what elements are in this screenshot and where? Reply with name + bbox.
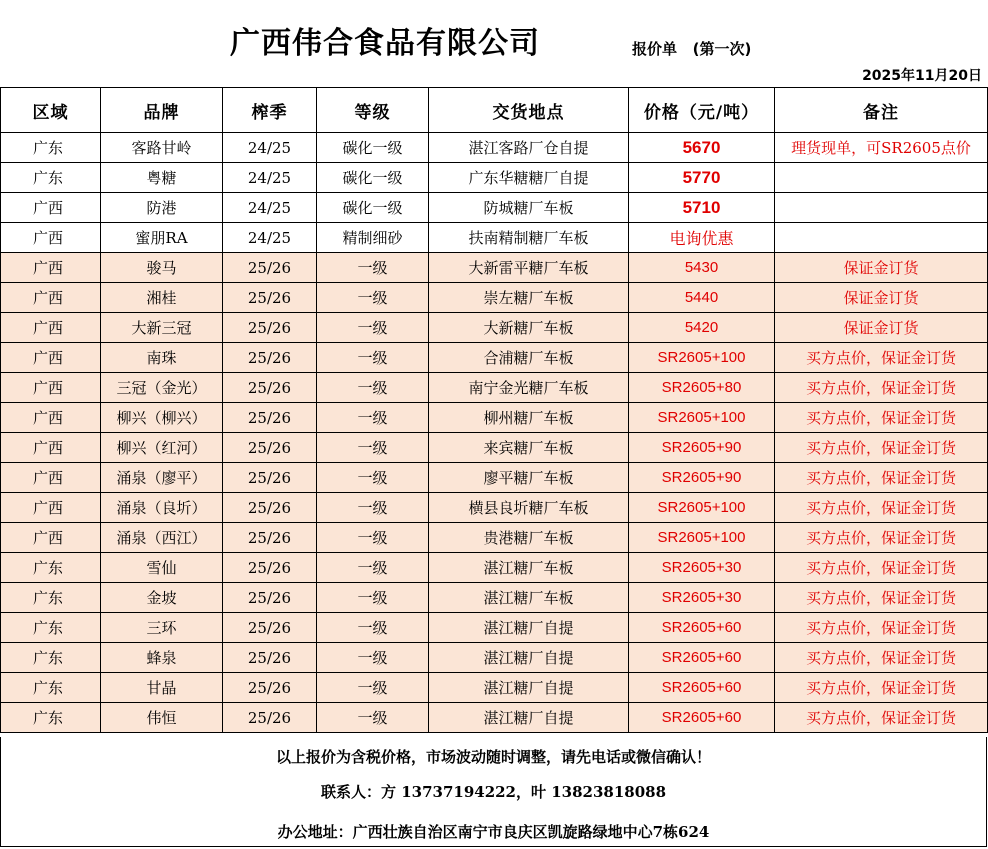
cell-price: 5440: [629, 283, 775, 313]
cell-brand: 涌泉（良圻）: [101, 493, 223, 523]
cell-region: 广东: [1, 553, 101, 583]
cell-brand: 涌泉（廖平）: [101, 463, 223, 493]
cell-brand: 伟恒: [101, 703, 223, 733]
cell-note: 买方点价，保证金订货: [775, 583, 988, 613]
cell-location: 湛江糖厂自提: [429, 643, 629, 673]
cell-brand: 湘桂: [101, 283, 223, 313]
cell-grade: 一级: [317, 523, 429, 553]
cell-location: 湛江糖厂自提: [429, 703, 629, 733]
cell-region: 广西: [1, 493, 101, 523]
cell-season: 24/25: [223, 193, 317, 223]
cell-brand: 涌泉（西江）: [101, 523, 223, 553]
cell-season: 25/26: [223, 433, 317, 463]
table-row: [1, 193, 988, 223]
cell-note: 买方点价，保证金订货: [775, 433, 988, 463]
cell-price: SR2605+100: [629, 493, 775, 523]
cell-brand: 大新三冠: [101, 313, 223, 343]
cell-price: 5420: [629, 313, 775, 343]
column-header-grade: 等级: [317, 88, 429, 133]
cell-price: SR2605+100: [629, 403, 775, 433]
cell-region: 广西: [1, 343, 101, 373]
table-row: [1, 433, 988, 463]
table-row: [1, 163, 988, 193]
cell-brand: 客路甘岭: [101, 133, 223, 163]
cell-grade: 一级: [317, 613, 429, 643]
cell-season: 24/25: [223, 163, 317, 193]
cell-season: 25/26: [223, 613, 317, 643]
cell-note: 保证金订货: [775, 313, 988, 343]
cell-region: 广东: [1, 643, 101, 673]
cell-season: 25/26: [223, 583, 317, 613]
cell-note: [775, 223, 988, 253]
cell-season: 25/26: [223, 523, 317, 553]
cell-grade: 一级: [317, 253, 429, 283]
cell-brand: 粤糖: [101, 163, 223, 193]
cell-note: 理货现单，可SR2605点价: [775, 133, 988, 163]
cell-price: 5670: [629, 133, 775, 163]
office-address: 办公地址：广西壮族自治区南宁市良庆区凯旋路绿地中心7栋624: [277, 823, 710, 841]
cell-region: 广西: [1, 463, 101, 493]
cell-note: 买方点价，保证金订货: [775, 373, 988, 403]
cell-note: 保证金订货: [775, 253, 988, 283]
table-row: [1, 553, 988, 583]
cell-note: [775, 163, 988, 193]
cell-region: 广东: [1, 613, 101, 643]
table-row: [1, 133, 988, 163]
cell-season: 25/26: [223, 673, 317, 703]
cell-season: 25/26: [223, 253, 317, 283]
cell-price: SR2605+30: [629, 553, 775, 583]
cell-region: 广西: [1, 433, 101, 463]
cell-region: 广西: [1, 373, 101, 403]
cell-season: 25/26: [223, 553, 317, 583]
column-header-season: 榨季: [223, 88, 317, 133]
table-row: [1, 283, 988, 313]
cell-season: 24/25: [223, 223, 317, 253]
cell-region: 广西: [1, 283, 101, 313]
footer-box: [0, 737, 987, 847]
price-table: [0, 87, 988, 733]
quote-date: 2025年11月20日: [862, 68, 982, 84]
cell-brand: 柳兴（柳兴）: [101, 403, 223, 433]
cell-grade: 一级: [317, 553, 429, 583]
table-row: [1, 493, 988, 523]
cell-region: 广西: [1, 253, 101, 283]
cell-location: 大新雷平糖厂车板: [429, 253, 629, 283]
cell-note: 买方点价，保证金订货: [775, 703, 988, 733]
cell-brand: 雪仙: [101, 553, 223, 583]
cell-location: 合浦糖厂车板: [429, 343, 629, 373]
cell-location: 扶南精制糖厂车板: [429, 223, 629, 253]
column-header-location: 交货地点: [429, 88, 629, 133]
table-row: [1, 253, 988, 283]
company-title: 广西伟合食品有限公司: [230, 26, 540, 61]
cell-price: SR2605+30: [629, 583, 775, 613]
cell-region: 广西: [1, 523, 101, 553]
cell-season: 25/26: [223, 373, 317, 403]
cell-brand: 甘晶: [101, 673, 223, 703]
cell-price: SR2605+80: [629, 373, 775, 403]
column-header-brand: 品牌: [101, 88, 223, 133]
cell-grade: 一级: [317, 673, 429, 703]
cell-note: 买方点价，保证金订货: [775, 343, 988, 373]
cell-note: 买方点价，保证金订货: [775, 673, 988, 703]
table-row: [1, 313, 988, 343]
cell-note: 买方点价，保证金订货: [775, 463, 988, 493]
cell-region: 广东: [1, 163, 101, 193]
cell-grade: 一级: [317, 643, 429, 673]
cell-region: 广东: [1, 703, 101, 733]
cell-location: 湛江糖厂自提: [429, 673, 629, 703]
cell-note: 买方点价，保证金订货: [775, 523, 988, 553]
price-notice: 以上报价为含税价格，市场波动随时调整，请先电话或微信确认！: [275, 748, 711, 766]
cell-location: 贵港糖厂车板: [429, 523, 629, 553]
cell-note: 保证金订货: [775, 283, 988, 313]
cell-price: SR2605+90: [629, 463, 775, 493]
cell-grade: 一级: [317, 313, 429, 343]
table-row: [1, 523, 988, 553]
table-row: [1, 373, 988, 403]
cell-note: [775, 193, 988, 223]
cell-grade: 碳化一级: [317, 163, 429, 193]
cell-season: 25/26: [223, 343, 317, 373]
cell-region: 广西: [1, 193, 101, 223]
cell-season: 25/26: [223, 313, 317, 343]
cell-location: 廖平糖厂车板: [429, 463, 629, 493]
cell-brand: 防港: [101, 193, 223, 223]
cell-season: 25/26: [223, 703, 317, 733]
cell-season: 25/26: [223, 493, 317, 523]
cell-price: 电询优惠: [629, 223, 775, 253]
table-row: [1, 643, 988, 673]
cell-price: SR2605+60: [629, 673, 775, 703]
cell-price: SR2605+100: [629, 343, 775, 373]
cell-location: 横县良圻糖厂车板: [429, 493, 629, 523]
cell-location: 湛江糖厂车板: [429, 583, 629, 613]
cell-price: SR2605+100: [629, 523, 775, 553]
cell-grade: 一级: [317, 403, 429, 433]
table-row: [1, 223, 988, 253]
cell-note: 买方点价，保证金订货: [775, 403, 988, 433]
table-row: [1, 583, 988, 613]
cell-location: 防城糖厂车板: [429, 193, 629, 223]
cell-season: 25/26: [223, 283, 317, 313]
cell-grade: 一级: [317, 493, 429, 523]
cell-note: 买方点价，保证金订货: [775, 493, 988, 523]
cell-location: 南宁金光糖厂车板: [429, 373, 629, 403]
cell-price: 5430: [629, 253, 775, 283]
cell-brand: 骏马: [101, 253, 223, 283]
cell-brand: 三环: [101, 613, 223, 643]
table-row: [1, 463, 988, 493]
cell-grade: 一级: [317, 463, 429, 493]
cell-location: 大新糖厂车板: [429, 313, 629, 343]
cell-note: 买方点价，保证金订货: [775, 553, 988, 583]
cell-region: 广东: [1, 673, 101, 703]
cell-grade: 碳化一级: [317, 193, 429, 223]
cell-grade: 一级: [317, 703, 429, 733]
contact-info: 联系人：方 13737194222，叶 13823818088: [320, 783, 667, 801]
cell-location: 湛江糖厂车板: [429, 553, 629, 583]
cell-brand: 三冠（金光）: [101, 373, 223, 403]
cell-season: 25/26: [223, 463, 317, 493]
table-row: [1, 703, 988, 733]
cell-price: SR2605+60: [629, 643, 775, 673]
cell-brand: 南珠: [101, 343, 223, 373]
cell-location: 来宾糖厂车板: [429, 433, 629, 463]
cell-price: 5770: [629, 163, 775, 193]
column-header-note: 备注: [775, 88, 988, 133]
cell-season: 25/26: [223, 403, 317, 433]
table-row: [1, 673, 988, 703]
cell-region: 广东: [1, 583, 101, 613]
cell-grade: 一级: [317, 343, 429, 373]
cell-location: 湛江糖厂自提: [429, 613, 629, 643]
column-header-region: 区域: [1, 88, 101, 133]
cell-grade: 精制细砂: [317, 223, 429, 253]
cell-brand: 蜜朋RA: [101, 223, 223, 253]
cell-price: SR2605+60: [629, 703, 775, 733]
table-row: [1, 613, 988, 643]
cell-grade: 碳化一级: [317, 133, 429, 163]
cell-price: SR2605+60: [629, 613, 775, 643]
cell-grade: 一级: [317, 583, 429, 613]
column-header-price: 价格（元/吨）: [629, 88, 775, 133]
cell-region: 广西: [1, 313, 101, 343]
cell-grade: 一级: [317, 283, 429, 313]
cell-location: 湛江客路厂仓自提: [429, 133, 629, 163]
cell-location: 广东华糖糖厂自提: [429, 163, 629, 193]
cell-grade: 一级: [317, 373, 429, 403]
document-title: 报价单 (第一次): [632, 40, 752, 58]
cell-price: 5710: [629, 193, 775, 223]
cell-brand: 金坡: [101, 583, 223, 613]
cell-season: 25/26: [223, 643, 317, 673]
table-row: [1, 403, 988, 433]
cell-season: 24/25: [223, 133, 317, 163]
cell-region: 广西: [1, 403, 101, 433]
cell-brand: 蜂泉: [101, 643, 223, 673]
cell-note: 买方点价，保证金订货: [775, 643, 988, 673]
cell-price: SR2605+90: [629, 433, 775, 463]
table-row: [1, 343, 988, 373]
table-header-row: [1, 88, 988, 133]
cell-region: 广东: [1, 133, 101, 163]
cell-note: 买方点价，保证金订货: [775, 613, 988, 643]
cell-location: 柳州糖厂车板: [429, 403, 629, 433]
cell-location: 崇左糖厂车板: [429, 283, 629, 313]
cell-region: 广西: [1, 223, 101, 253]
cell-brand: 柳兴（红河）: [101, 433, 223, 463]
cell-grade: 一级: [317, 433, 429, 463]
